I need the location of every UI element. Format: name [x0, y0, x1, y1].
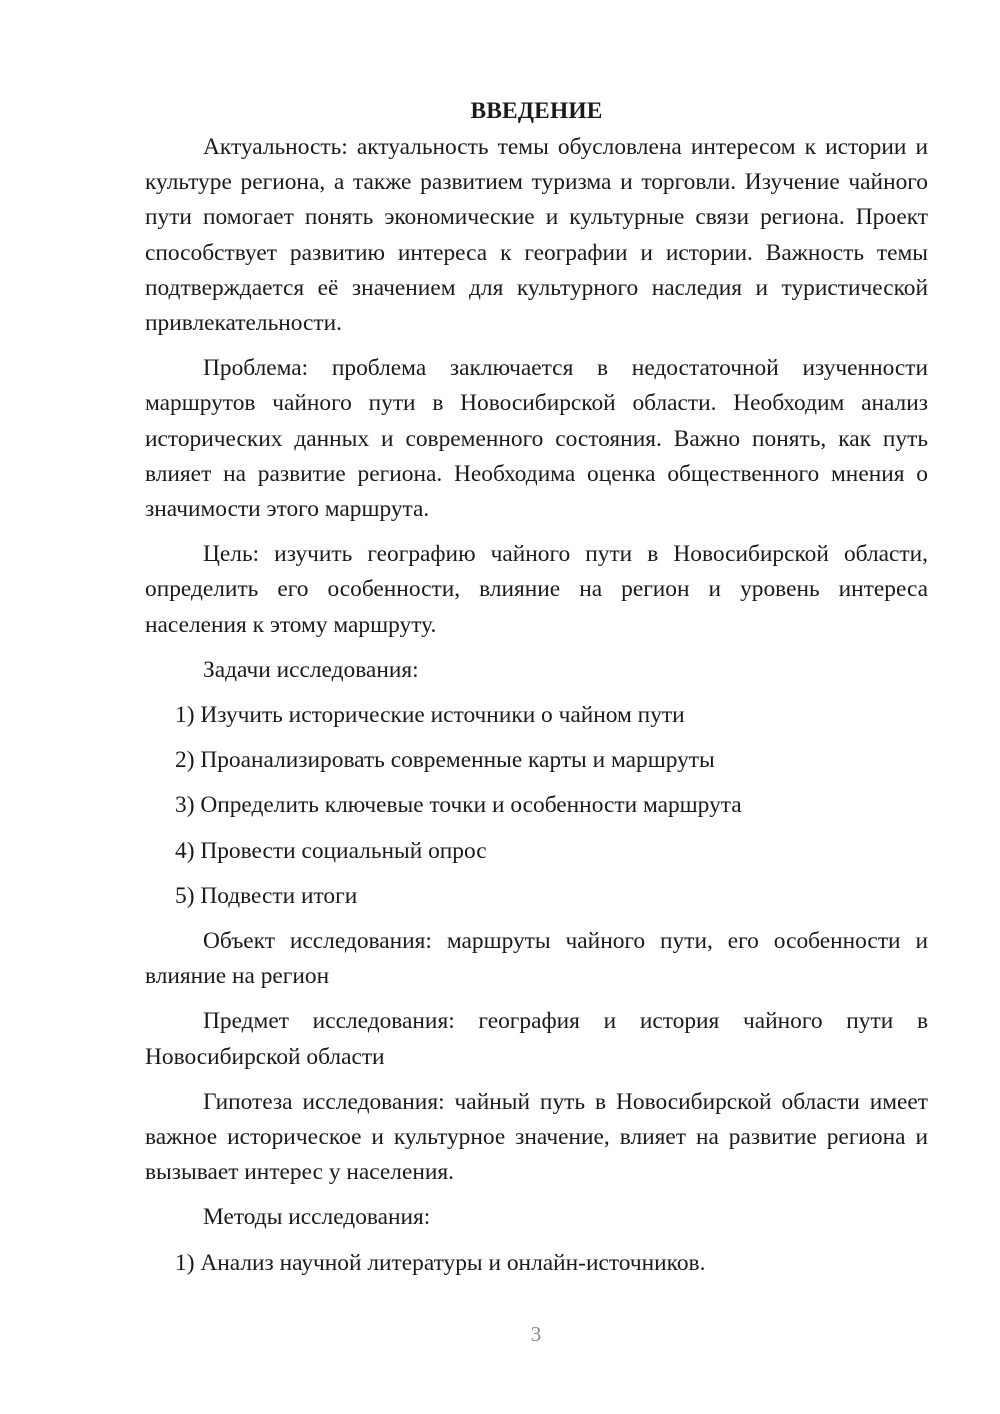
page-content — [145, 94, 928, 1291]
method-item: 1) Анализ научной литературы и онлайн-источников. — [175, 1249, 706, 1276]
methods-list — [145, 1246, 928, 1281]
task-item: 5) Подвести итоги — [175, 882, 358, 909]
page-number: 3 — [530, 1322, 542, 1346]
task-item: 3) Определить ключевые точки и особенности маршрута — [175, 792, 742, 819]
task-item: 1) Изучить исторические источники о чайном пути — [175, 702, 685, 729]
goal-paragraph: Цель: изучить географию чайного пути в Новосибирской области, определить его особенности, влияние на регион и уровень интереса населения к этому маршруту. — [145, 541, 928, 638]
tasks-heading: Задачи исследования: — [203, 656, 419, 683]
task-item: 2) Проанализировать современные карты и маршруты — [175, 747, 715, 774]
object-paragraph: Объект исследования: маршруты чайного пути, его особенности и влияние на регион — [145, 928, 928, 990]
task-item: 4) Провести социальный опрос — [175, 837, 487, 864]
methods-heading: Методы исследования: — [203, 1204, 431, 1231]
subject-paragraph: Предмет исследования: география и история чайного пути в Новосибирской области — [145, 1008, 928, 1070]
section-title: ВВЕДЕНИЕ — [470, 98, 603, 124]
hypothesis-paragraph: Гипотеза исследования: чайный путь в Новосибирской области имеет важное историческое и культурное значение, влияет на развитие региона и вызывает интерес у населения. — [145, 1088, 928, 1186]
relevance-paragraph: Актуальность: актуальность темы обусловлена интересом к истории и культуре региона, а также развитием туризма и торговли. Изучение чайного пути помогает понять экономические и культурные связи региона. Проект способствует развитию интереса к географии и истории. Важность темы подтверждается её значением для культурного наследия и туристической привлекательности. — [145, 134, 928, 337]
tasks-list — [145, 698, 928, 914]
problem-paragraph: Проблема: проблема заключается в недостаточной изученности маршрутов чайного пути в Новосибирской области. Необходим анализ исторических данных и современного состояния. Важно понять, как путь влияет на развитие региона. Необходима оценка общественного мнения о значимости этого маршрута. — [145, 355, 928, 523]
